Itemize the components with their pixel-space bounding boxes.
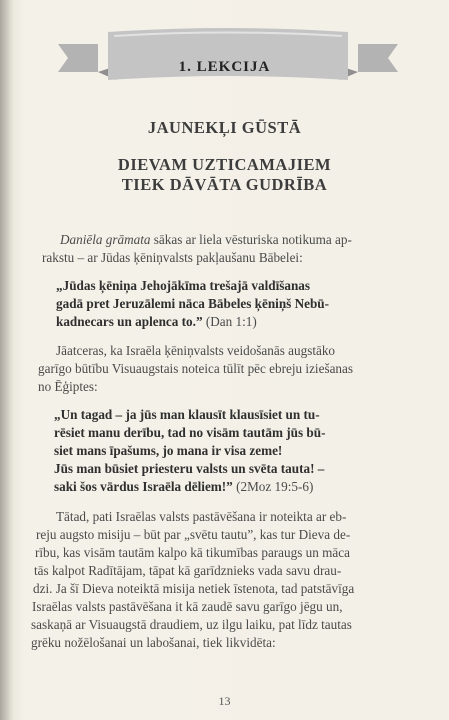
page-number: 13 (218, 694, 231, 708)
quote2-reference: (2Moz 19:5-6) (232, 479, 314, 494)
subtitle-line-2: TIEK DĀVĀTA GUDRĪBA (121, 175, 328, 194)
para3-line-2: reju augsto misiju – būt par „svētu tautu”, kas tur Dieva de- (36, 527, 351, 542)
quote1-line-2: gadā pret Jeruzālemi nāca Bābeles ķēniņš Nebū- (56, 296, 330, 311)
para3-line-3: rību, kas visām tautām kalpo kā tikumības paraugs un māca (35, 545, 350, 560)
quote2-line-2: rēsiet manu derību, tad no visām tautām jūs bū- (54, 425, 326, 440)
quote1-line-3-text: kadnecars un aplenca to.” (56, 314, 203, 329)
page-title: JAUNEKĻI GŪSTĀ (147, 118, 302, 137)
para3-line-6: Israēlas valsts pastāvēšana it kā zaudē savu garīgo jēgu un, (32, 599, 343, 614)
para3-line-4: tās kalpot Radītājam, tāpat kā garīdznieks vada savu drau- (34, 563, 342, 578)
para2-line-2: garīgo būtību Visuaugstais noteica tūlīt pēc ebreju iziešanas (38, 361, 354, 376)
subtitle-line-1: DIEVAM UZTICAMAJIEM (117, 155, 332, 174)
quote2-line-3: siet mans īpašums, jo mana ir visa zeme! (54, 443, 283, 458)
quote2-line-5 (54, 479, 313, 495)
para1-line-1-text: sākas ar liela vēsturiska notikuma ap- (150, 232, 352, 247)
quote1-line-1: „Jūdas ķēniņa Jehojākīma trešajā valdīšanas (56, 278, 311, 293)
para1-line-2: rakstu – ar Jūdas ķēniņvalsts pakļaušanu Bābelei: (42, 250, 303, 265)
para1-line-1 (60, 232, 352, 248)
quote2-line-5-text: saki šos vārdus Israēla dēliem!” (54, 479, 233, 494)
book-title: Daniēla grāmata (60, 232, 151, 247)
para3-line-5: dzi. Ja šī Dieva noteiktā misija netiek īstenota, tad patstāvīga (33, 581, 355, 596)
quote2-line-4: Jūs man būsiet priesteru valsts un svēta tauta! – (54, 461, 325, 476)
para3-line-1: Tātad, pati Israēlas valsts pastāvēšana ir noteikta ar eb- (56, 509, 347, 524)
para3-line-8: grēku nožēlošanai un labošanai, tiek likvidēta: (31, 635, 276, 650)
para2-line-3: no Ēģiptes: (38, 379, 98, 394)
quote1-line-3 (56, 314, 257, 330)
para2-line-1: Jāatceras, ka Israēla ķēniņvalsts veidošanās augstāko (56, 343, 336, 358)
gutter-shadow (0, 0, 14, 720)
quote2-line-1: „Un tagad – ja jūs man klausīt klausīsiet un tu- (54, 407, 320, 422)
quote1-reference: (Dan 1:1) (202, 314, 257, 329)
chapter-label: 1. LEKCIJA (178, 59, 271, 75)
para3-line-7: saskaņā ar Visuaugstā draudiem, uz ilgu laiku, pat līdz tautas (31, 617, 352, 632)
